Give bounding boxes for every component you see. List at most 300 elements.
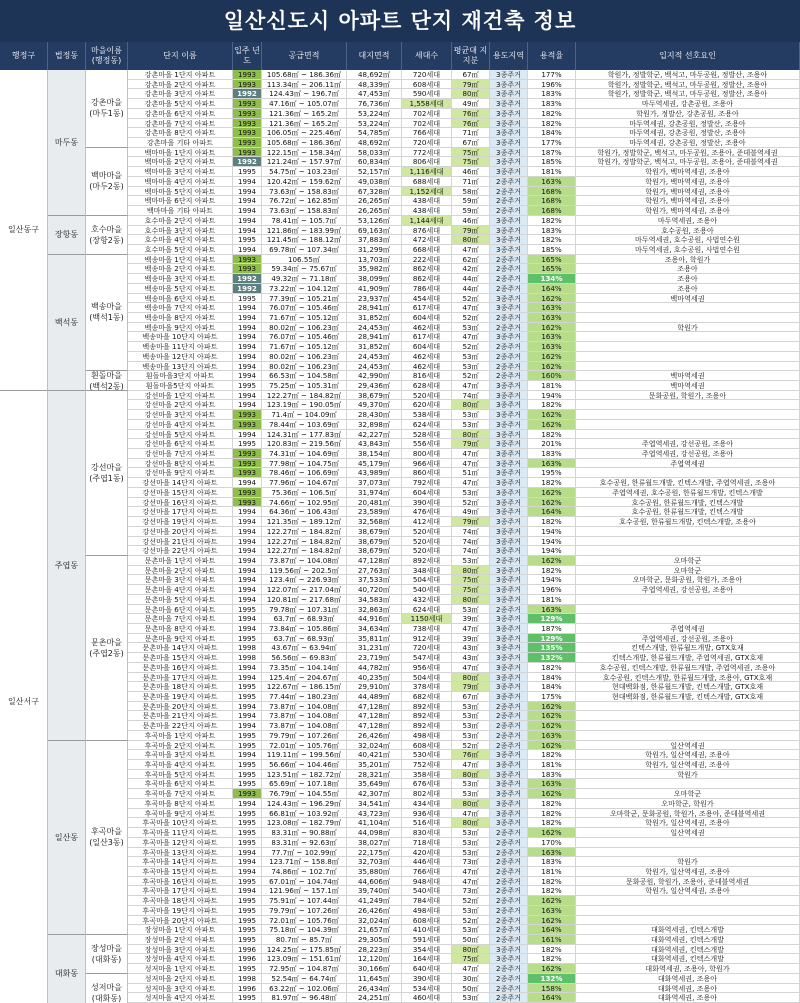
supply-area: 120.42㎡ ~ 159.62㎡ [262, 177, 347, 187]
move-in-year: 1994 [233, 575, 262, 585]
avg-land-share: 80㎡ [452, 235, 490, 245]
move-in-year: 1993 [233, 488, 262, 498]
household-count: 676세대 [402, 779, 452, 789]
floor-area-ratio: 181% [528, 867, 576, 877]
zoning: 2종주거 [490, 323, 528, 333]
table-row [0, 624, 800, 634]
complex-name: 호수마을 5단지 아파트 [128, 245, 233, 255]
zoning: 3종주거 [490, 643, 528, 653]
dong-cell: 장항동 [48, 216, 86, 255]
location-factors [576, 711, 800, 721]
avg-land-share: 53㎡ [452, 711, 490, 721]
complex-name: 강선마을 17단지 아파트 [128, 507, 233, 517]
land-area: 60,834㎡ [347, 157, 402, 167]
floor-area-ratio: 129% [528, 614, 576, 624]
floor-area-ratio: 184% [528, 682, 576, 692]
household-count: 772세대 [402, 148, 452, 158]
supply-area: 105.68㎡ ~ 186.36㎡ [262, 138, 347, 148]
avg-land-share: 53㎡ [452, 323, 490, 333]
location-factors: 현대백화점, 한류월드개발, 킨텍스개발, GTX호재 [576, 692, 800, 702]
avg-land-share: 80㎡ [452, 595, 490, 605]
zoning: 3종주거 [490, 70, 528, 80]
location-factors: 주엽역세권 [576, 624, 800, 634]
floor-area-ratio: 163% [528, 848, 576, 858]
move-in-year: 1994 [233, 673, 262, 683]
floor-area-ratio: 160% [528, 371, 576, 381]
move-in-year: 1994 [233, 391, 262, 401]
move-in-year: 1996 [233, 984, 262, 994]
zoning: 3종주거 [490, 624, 528, 634]
table-row [0, 70, 800, 80]
complex-name: 후곡마을 4단지 아파트 [128, 760, 233, 770]
supply-area: 66.53㎡ ~ 104.58㎡ [262, 371, 347, 381]
household-count: 640세대 [402, 964, 452, 974]
header-factors: 입지적 선호요인 [576, 42, 800, 70]
floor-area-ratio: 195% [528, 468, 576, 478]
floor-area-ratio: 163% [528, 342, 576, 352]
household-count: 702세대 [402, 109, 452, 119]
table-row [0, 400, 800, 410]
avg-land-share: 75㎡ [452, 575, 490, 585]
dong-cell: 주엽동 [48, 391, 86, 741]
avg-land-share: 75㎡ [452, 148, 490, 158]
location-factors: 백마역세권 [576, 371, 800, 381]
location-factors [576, 896, 800, 906]
land-area: 47,128㎡ [347, 721, 402, 731]
supply-area: 49.32㎡ ~ 71.18㎡ [262, 274, 347, 284]
zoning: 3종주거 [490, 109, 528, 119]
floor-area-ratio: 177% [528, 138, 576, 148]
floor-area-ratio: 194% [528, 537, 576, 547]
gu-cell: 일산동구 [0, 70, 48, 391]
avg-land-share: 46㎡ [452, 167, 490, 177]
table-row [0, 362, 800, 372]
land-area: 49,038㎡ [347, 177, 402, 187]
move-in-year: 1994 [233, 585, 262, 595]
avg-land-share: 59㎡ [452, 196, 490, 206]
floor-area-ratio: 182% [528, 945, 576, 955]
location-factors: 문화공원, 학원가, 조용아 [576, 391, 800, 401]
dong-cell: 일산동 [48, 741, 86, 935]
complex-name: 후곡마을 15단지 아파트 [128, 867, 233, 877]
move-in-year: 1994 [233, 527, 262, 537]
table-row [0, 702, 800, 712]
supply-area: 79.79㎡ ~ 107.26㎡ [262, 906, 347, 916]
zoning: 2종주거 [490, 964, 528, 974]
supply-area: 124.43㎡ ~ 196.7㎡ [262, 89, 347, 99]
household-count: 617세대 [402, 332, 452, 342]
complex-name: 백송마을 12단지 아파트 [128, 352, 233, 362]
supply-area: 76.07㎡ ~ 105.46㎡ [262, 303, 347, 313]
zoning: 3종주거 [490, 332, 528, 342]
supply-area: 72.01㎡ ~ 105.76㎡ [262, 916, 347, 926]
table-row [0, 906, 800, 916]
zoning: 3종주거 [490, 779, 528, 789]
table-row [0, 410, 800, 420]
move-in-year: 1994 [233, 663, 262, 673]
zoning: 2종주거 [490, 828, 528, 838]
zoning: 2종주거 [490, 556, 528, 566]
floor-area-ratio: 194% [528, 391, 576, 401]
land-area: 22,175㎡ [347, 848, 402, 858]
location-factors [576, 906, 800, 916]
floor-area-ratio: 182% [528, 886, 576, 896]
household-count: 1,116세대 [402, 167, 452, 177]
apartment-table [0, 70, 800, 1003]
land-area: 28,941㎡ [347, 332, 402, 342]
household-count: 390세대 [402, 498, 452, 508]
complex-name: 문촌마을 21단지 아파트 [128, 711, 233, 721]
complex-name: 후곡마을 10단지 아파트 [128, 818, 233, 828]
floor-area-ratio: 163% [528, 177, 576, 187]
household-count: 462세대 [402, 362, 452, 372]
move-in-year: 1994 [233, 546, 262, 556]
zoning: 2종주거 [490, 196, 528, 206]
table-row [0, 391, 800, 401]
avg-land-share: 50㎡ [452, 984, 490, 994]
supply-area: 71.4㎡ ~ 104.09㎡ [262, 410, 347, 420]
zoning: 3종주거 [490, 391, 528, 401]
zoning: 3종주거 [490, 566, 528, 576]
complex-name: 백송마을 13단지 아파트 [128, 362, 233, 372]
household-count: 538세대 [402, 410, 452, 420]
floor-area-ratio: 162% [528, 352, 576, 362]
page-title: 일산신도시 아파트 단지 재건축 정보 [0, 0, 800, 42]
avg-land-share: 80㎡ [452, 673, 490, 683]
move-in-year: 1995 [233, 760, 262, 770]
table-row [0, 663, 800, 673]
land-area: 28,430㎡ [347, 410, 402, 420]
avg-land-share: 47㎡ [452, 877, 490, 887]
land-area: 48,692㎡ [347, 138, 402, 148]
complex-name: 장성마을 4단지 아파트 [128, 954, 233, 964]
complex-name: 문촌마을 22단지 아파트 [128, 721, 233, 731]
supply-area: 66.81㎡ ~ 103.92㎡ [262, 809, 347, 819]
land-area: 29,436㎡ [347, 381, 402, 391]
move-in-year: 1995 [233, 439, 262, 449]
move-in-year: 1992 [233, 89, 262, 99]
header-complex: 단지 이름 [128, 42, 233, 70]
household-count: 498세대 [402, 906, 452, 916]
supply-area: 125.4㎡ ~ 204.67㎡ [262, 673, 347, 683]
location-factors: 호수공원, 한류월드개발, 킨텍스개발 [576, 498, 800, 508]
supply-area: 73.35㎡ ~ 104.14㎡ [262, 663, 347, 673]
supply-area: 63.7㎡ ~ 68.93㎡ [262, 614, 347, 624]
complex-name: 장성마을 1단지 아파트 [128, 925, 233, 935]
move-in-year: 1996 [233, 945, 262, 955]
avg-land-share: 47㎡ [452, 449, 490, 459]
zoning: 2종주거 [490, 313, 528, 323]
location-factors: 학원가, 백마역세권, 조용아 [576, 177, 800, 187]
location-factors [576, 779, 800, 789]
complex-name: 문촌마을 6단지 아파트 [128, 605, 233, 615]
move-in-year: 1994 [233, 614, 262, 624]
land-area: 28,223㎡ [347, 945, 402, 955]
household-count: 720세대 [402, 70, 452, 80]
land-area: 20,481㎡ [347, 498, 402, 508]
complex-name: 문촌마을 14단지 아파트 [128, 643, 233, 653]
land-area: 38,099㎡ [347, 274, 402, 284]
floor-area-ratio: 162% [528, 789, 576, 799]
move-in-year: 1995 [233, 741, 262, 751]
zoning: 2종주거 [490, 177, 528, 187]
avg-land-share: 74㎡ [452, 546, 490, 556]
supply-area: 75.91㎡ ~ 107.44㎡ [262, 896, 347, 906]
table-row [0, 877, 800, 887]
complex-name: 후곡마을 12단지 아파트 [128, 838, 233, 848]
zoning: 3종주거 [490, 507, 528, 517]
floor-area-ratio: 163% [528, 779, 576, 789]
avg-land-share: 51㎡ [452, 468, 490, 478]
supply-area: 75.18㎡ ~ 104.39㎡ [262, 925, 347, 935]
floor-area-ratio: 182% [528, 430, 576, 440]
supply-area: 121.36㎡ ~ 165.2㎡ [262, 109, 347, 119]
zoning: 3종주거 [490, 614, 528, 624]
supply-area: 54.75㎡ ~ 103.23㎡ [262, 167, 347, 177]
avg-land-share: 71㎡ [452, 128, 490, 138]
move-in-year: 1994 [233, 750, 262, 760]
move-in-year: 1994 [233, 177, 262, 187]
location-factors: 마두역세권, 조용아 [576, 216, 800, 226]
zoning: 3종주거 [490, 235, 528, 245]
supply-area: 73.87㎡ ~ 104.08㎡ [262, 702, 347, 712]
avg-land-share: 47㎡ [452, 809, 490, 819]
household-count: 784세대 [402, 896, 452, 906]
floor-area-ratio: 162% [528, 741, 576, 751]
floor-area-ratio: 161% [528, 935, 576, 945]
supply-area: 105.68㎡ ~ 186.36㎡ [262, 70, 347, 80]
complex-name: 후곡마을 6단지 아파트 [128, 779, 233, 789]
move-in-year: 1995 [233, 916, 262, 926]
move-in-year: 1995 [233, 167, 262, 177]
table-row [0, 945, 800, 955]
avg-land-share: 44㎡ [452, 274, 490, 284]
location-factors: 대화역세권, 킨텍스개발 [576, 935, 800, 945]
supply-area: 121.35㎡ ~ 189.12㎡ [262, 517, 347, 527]
move-in-year: 1995 [233, 877, 262, 887]
location-factors: 학원가, 백마역세권, 조용아 [576, 196, 800, 206]
avg-land-share: 80㎡ [452, 799, 490, 809]
complex-name: 강선마을 15단지 아파트 [128, 488, 233, 498]
household-count: 410세대 [402, 925, 452, 935]
location-factors: 학원가, 정발학군, 백석고, 마두공원, 조용아, 준데블역세권 [576, 148, 800, 158]
complex-name: 강선마을 14단지 아파트 [128, 478, 233, 488]
table-row [0, 459, 800, 469]
location-factors: 학원가, 일산역세권, 조용아 [576, 886, 800, 896]
location-factors [576, 303, 800, 313]
avg-land-share: 75㎡ [452, 157, 490, 167]
zoning: 2종주거 [490, 741, 528, 751]
complex-name: 백송마을 8단지 아파트 [128, 313, 233, 323]
complex-name: 강촌마을 기타 아파트 [128, 138, 233, 148]
household-count: 608세대 [402, 80, 452, 90]
household-count: 892세대 [402, 711, 452, 721]
supply-area: 119.11㎡ ~ 199.56㎡ [262, 750, 347, 760]
complex-name: 호수마을 3단지 아파트 [128, 226, 233, 236]
household-count: 802세대 [402, 789, 452, 799]
location-factors: 조용아 [576, 284, 800, 294]
household-count: 830세대 [402, 828, 452, 838]
household-count: 476세대 [402, 507, 452, 517]
location-factors [576, 362, 800, 372]
land-area: 53,126㎡ [347, 216, 402, 226]
household-count: 438세대 [402, 196, 452, 206]
land-area: 28,321㎡ [347, 770, 402, 780]
complex-name: 백송마을 2단지 아파트 [128, 264, 233, 274]
complex-name: 강촌마을 1단지 아파트 [128, 70, 233, 80]
complex-name: 후곡마을 8단지 아파트 [128, 799, 233, 809]
land-area: 45,179㎡ [347, 459, 402, 469]
table-row [0, 216, 800, 226]
complex-name: 성저마을 2단지 아파트 [128, 974, 233, 984]
zoning: 3종주거 [490, 478, 528, 488]
supply-area: 113.34㎡ ~ 206.11㎡ [262, 80, 347, 90]
location-factors: 조용아 [576, 264, 800, 274]
household-count: 348세대 [402, 566, 452, 576]
complex-name: 문촌마을 3단지 아파트 [128, 575, 233, 585]
land-area: 24,453㎡ [347, 323, 402, 333]
avg-land-share: 47㎡ [452, 867, 490, 877]
header-units: 세대수 [402, 42, 452, 70]
complex-name: 문촌마을 2단지 아파트 [128, 566, 233, 576]
location-factors: 킨텍스개발, 한류월드개발, GTX호재 [576, 643, 800, 653]
zoning: 3종주거 [490, 99, 528, 109]
floor-area-ratio: 170% [528, 838, 576, 848]
location-factors: 호수공원, 조용아 [576, 226, 800, 236]
land-area: 26,265㎡ [347, 196, 402, 206]
land-area: 32,024㎡ [347, 916, 402, 926]
zoning: 2종주거 [490, 284, 528, 294]
household-count: 682세대 [402, 692, 452, 702]
location-factors: 학원가, 정발학군, 백석고, 마두공원, 정발산, 조용아 [576, 70, 800, 80]
avg-land-share: 44㎡ [452, 284, 490, 294]
land-area: 26,265㎡ [347, 206, 402, 216]
zoning: 2종주거 [490, 984, 528, 994]
supply-area: 122.27㎡ ~ 184.82㎡ [262, 537, 347, 547]
floor-area-ratio: 201% [528, 439, 576, 449]
floor-area-ratio: 194% [528, 575, 576, 585]
land-area: 31,299㎡ [347, 245, 402, 255]
table-row [0, 468, 800, 478]
floor-area-ratio: 183% [528, 99, 576, 109]
location-factors: 문화공원, 학원가, 조용아, 준데블역세권 [576, 877, 800, 887]
supply-area: 121.96㎡ ~ 157.1㎡ [262, 886, 347, 896]
land-area: 29,910㎡ [347, 682, 402, 692]
zoning: 3종주거 [490, 760, 528, 770]
move-in-year: 1994 [233, 867, 262, 877]
zoning: 2종주거 [490, 605, 528, 615]
household-count: 766세대 [402, 867, 452, 877]
household-count: 590세대 [402, 89, 452, 99]
zoning: 3종주거 [490, 128, 528, 138]
move-in-year: 1993 [233, 109, 262, 119]
move-in-year: 1994 [233, 517, 262, 527]
table-row [0, 478, 800, 488]
zoning: 3종주거 [490, 80, 528, 90]
location-factors: 학원가, 정발학군, 백석고, 마두공원, 정발산, 조용아 [576, 80, 800, 90]
avg-land-share: 79㎡ [452, 682, 490, 692]
location-factors: 일산역세권 [576, 828, 800, 838]
supply-area: 122.27㎡ ~ 184.82㎡ [262, 546, 347, 556]
zoning: 3종주거 [490, 459, 528, 469]
floor-area-ratio: 185% [528, 245, 576, 255]
supply-area: 120.81㎡ ~ 217.68㎡ [262, 595, 347, 605]
household-count: 520세대 [402, 391, 452, 401]
supply-area: 80.7㎡ ~ 85.7㎡ [262, 935, 347, 945]
avg-land-share: 67㎡ [452, 138, 490, 148]
supply-area: 43.67㎡ ~ 63.94㎡ [262, 643, 347, 653]
land-area: 44,606㎡ [347, 877, 402, 887]
move-in-year: 1993 [233, 468, 262, 478]
floor-area-ratio: 163% [528, 303, 576, 313]
village-cell: 장성마을 (대화동) [86, 935, 128, 974]
floor-area-ratio: 162% [528, 964, 576, 974]
household-count: 892세대 [402, 556, 452, 566]
village-cell: 백송마을 (백석1동) [86, 255, 128, 372]
household-count: 800세대 [402, 449, 452, 459]
household-count: 668세대 [402, 245, 452, 255]
table-row [0, 546, 800, 556]
zoning: 3종주거 [490, 410, 528, 420]
location-factors [576, 527, 800, 537]
table-row [0, 741, 800, 751]
move-in-year: 1994 [233, 857, 262, 867]
supply-area: 74.31㎡ ~ 104.69㎡ [262, 449, 347, 459]
complex-name: 백마마을 1단지 아파트 [128, 148, 233, 158]
supply-area: 124.31㎡ ~ 177.83㎡ [262, 430, 347, 440]
dong-cell: 마두동 [48, 70, 86, 216]
floor-area-ratio: 163% [528, 731, 576, 741]
supply-area: 123.4㎡ ~ 226.93㎡ [262, 575, 347, 585]
table-row [0, 381, 800, 391]
floor-area-ratio: 168% [528, 196, 576, 206]
avg-land-share: 53㎡ [452, 925, 490, 935]
land-area: 37,533㎡ [347, 575, 402, 585]
avg-land-share: 53㎡ [452, 721, 490, 731]
floor-area-ratio: 162% [528, 828, 576, 838]
complex-name: 백마마을 4단지 아파트 [128, 177, 233, 187]
move-in-year: 1995 [233, 692, 262, 702]
zoning: 3종주거 [490, 468, 528, 478]
land-area: 47,453㎡ [347, 89, 402, 99]
move-in-year: 1993 [233, 449, 262, 459]
supply-area: 81.97㎡ ~ 96.48㎡ [262, 993, 347, 1003]
table-row [0, 634, 800, 644]
zoning: 2종주거 [490, 255, 528, 265]
zoning: 2종주거 [490, 867, 528, 877]
avg-land-share: 52㎡ [452, 371, 490, 381]
move-in-year: 1993 [233, 498, 262, 508]
table-row [0, 614, 800, 624]
supply-area: 78.46㎡ ~ 106.69㎡ [262, 468, 347, 478]
move-in-year: 1993 [233, 138, 262, 148]
complex-name: 강촌마을 6단지 아파트 [128, 109, 233, 119]
zoning: 3종주거 [490, 818, 528, 828]
zoning: 3종주거 [490, 498, 528, 508]
location-factors [576, 721, 800, 731]
household-count: 604세대 [402, 313, 452, 323]
household-count: 438세대 [402, 206, 452, 216]
avg-land-share: 80㎡ [452, 818, 490, 828]
complex-name: 호수마을 4단지 아파트 [128, 235, 233, 245]
move-in-year: 1998 [233, 643, 262, 653]
floor-area-ratio: 181% [528, 760, 576, 770]
move-in-year: 1994 [233, 245, 262, 255]
complex-name: 백송마을 6단지 아파트 [128, 294, 233, 304]
location-factors: 호수공원, 킨텍스개발, 한류월드개발, 주엽역세권, 조용아 [576, 663, 800, 673]
table-row [0, 673, 800, 683]
table-row [0, 206, 800, 216]
